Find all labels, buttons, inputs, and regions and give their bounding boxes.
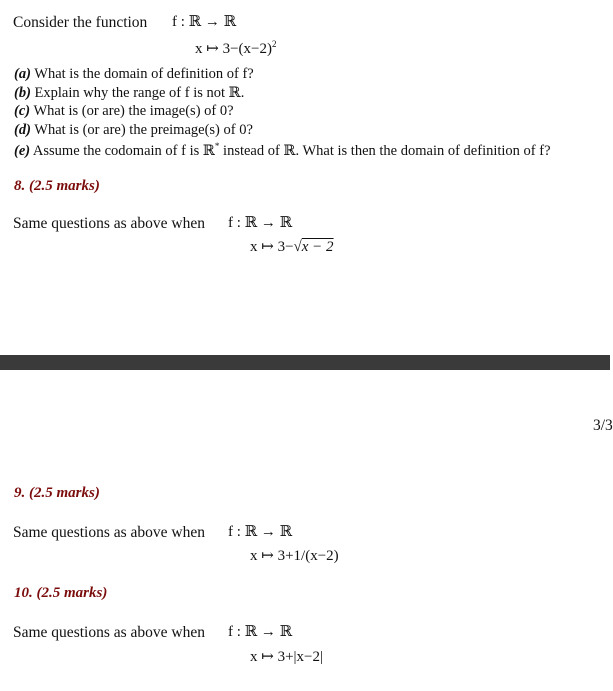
q10-heading: 10. (2.5 marks) (14, 585, 108, 601)
question-b (14, 86, 244, 101)
question-label: (d) (14, 122, 31, 138)
q8-heading: 8. (2.5 marks) (14, 178, 100, 194)
question-e (14, 142, 551, 159)
question-label: (e) (14, 143, 31, 159)
q9-heading: 9. (2.5 marks) (14, 485, 100, 501)
q8-domain-map: f : ℝ → ℝ (228, 215, 293, 231)
question-c (14, 104, 234, 119)
q8-rule (250, 240, 334, 255)
question-sup: * (214, 141, 220, 151)
function-intro: Consider the function (13, 14, 148, 31)
question-text: What is (or are) the image(s) of 0? (30, 103, 234, 119)
function-rule (195, 40, 276, 57)
q8-rule-radicand: x − 2 (301, 239, 334, 255)
question-text-continued: instead of ℝ. What is then the domain of definition of f? (219, 143, 551, 159)
q9-intro: Same questions as above when (13, 524, 205, 541)
question-text: Assume the codomain of f is ℝ (30, 143, 215, 159)
question-label: (a) (14, 66, 31, 82)
question-text: Explain why the range of f is not ℝ. (30, 85, 245, 101)
q9-domain-map: f : ℝ → ℝ (228, 524, 293, 540)
function-domain-map: f : ℝ → ℝ (172, 14, 237, 30)
q10-rule: x ↦ 3+|x−2| (250, 649, 323, 665)
q10-intro: Same questions as above when (13, 624, 205, 641)
question-label: (c) (14, 103, 31, 119)
function-rule-base: x ↦ 3−(x−2) (195, 41, 272, 57)
question-d (14, 123, 253, 138)
q8-rule-prefix: x ↦ 3−√ (250, 239, 302, 255)
question-a (14, 67, 254, 82)
question-text: What is (or are) the preimage(s) of 0? (30, 122, 253, 138)
question-text: What is the domain of definition of f? (30, 66, 254, 82)
page-break-bar (0, 355, 610, 370)
question-label: (b) (14, 85, 31, 101)
q9-rule: x ↦ 3+1/(x−2) (250, 548, 339, 564)
q8-intro: Same questions as above when (13, 215, 205, 232)
page-number: 3/3 (593, 417, 613, 434)
q10-domain-map: f : ℝ → ℝ (228, 624, 293, 640)
function-rule-exponent: 2 (271, 39, 277, 49)
